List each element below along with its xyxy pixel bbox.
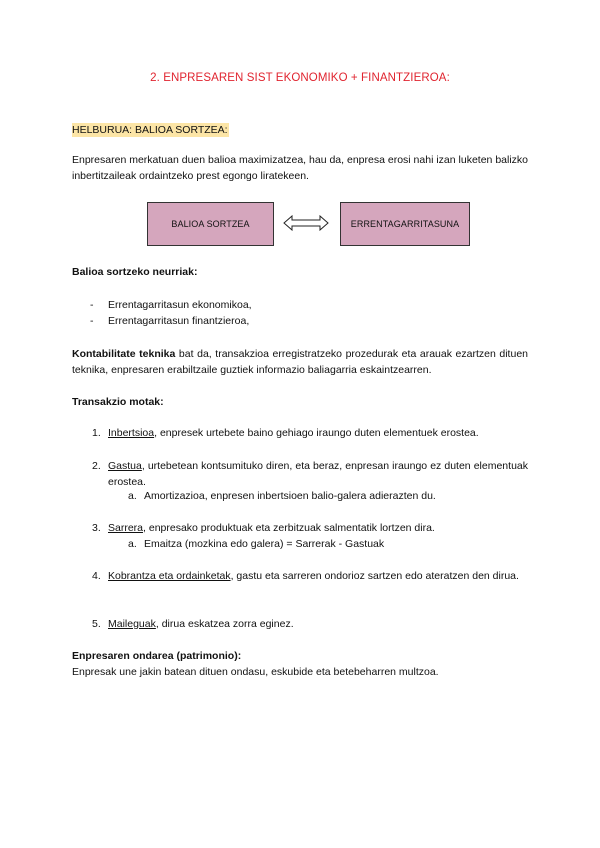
transaction-item (108, 458, 528, 490)
list-number: 5. (92, 618, 101, 630)
transaction-text: , gastu eta sarreren ondorioz sartzen edo ateratzen den dirua. (230, 570, 519, 582)
sub-letter: a. (128, 490, 137, 502)
list-number: 4. (92, 570, 101, 582)
intro-paragraph: Enpresaren merkatuan duen balioa maximizatzea, hau da, enpresa erosi nahi izan luketen balizko inbertitzaileak ordaintzeko prest egongo liratekeen. (72, 154, 528, 182)
transactions-heading: Transakzio motak: (72, 396, 164, 408)
accounting-term: Kontabilitate teknika (72, 348, 176, 360)
value-creation-box (147, 202, 274, 246)
measure-item: Errentagarritasun ekonomikoa, (108, 299, 252, 311)
goal-heading: HELBURUA: BALIOA SORTZEA: (72, 124, 228, 136)
sub-item: Amortizazioa, enpresen inbertsioen balio-galera adierazten du. (144, 490, 436, 502)
profitability-label: ERRENTAGARRITASUNA (350, 219, 460, 229)
transaction-text: , dirua eskatzea zorra eginez. (155, 618, 294, 630)
transaction-item (108, 425, 528, 441)
sub-item: Emaitza (mozkina edo galera) = Sarrerak - Gastuak (144, 538, 385, 550)
sub-letter: a. (128, 538, 137, 550)
transaction-term: Kobrantza eta ordainketak (108, 570, 231, 582)
transaction-text: , enpresako produktuak eta zerbitzuak salmentatik lortzen dira. (143, 522, 435, 534)
measure-item: Errentagarritasun finantzieroa, (108, 315, 250, 327)
transaction-term: Maileguak (108, 618, 156, 630)
transaction-text: , enpresek urtebete baino gehiago iraungo duten elementuek erostea. (154, 427, 479, 439)
transaction-term: Gastua (108, 460, 142, 472)
accounting-paragraph (72, 346, 528, 378)
transaction-item (108, 616, 528, 632)
accounting-text: bat da, transakzioa erregistratzeko prozedurak eta arauak ezartzen dituen teknika, enpresaren erabiltzaile guztiek informazio baliagarria eskaintzearren. (72, 348, 528, 376)
bullet-dash: - (90, 299, 94, 311)
transaction-item (108, 520, 528, 536)
measures-heading: Balioa sortzeko neurriak: (72, 266, 198, 278)
transaction-text: , urtebetean kontsumituko diren, eta beraz, enpresan iraungo ez duten elementuak erostea. (108, 460, 528, 488)
value-creation-label: BALIOA SORTZEA (171, 219, 250, 229)
transaction-term: Inbertsioa (108, 427, 155, 439)
profitability-box (340, 202, 470, 246)
transaction-term: Sarrera (108, 522, 144, 534)
patrimony-heading: Enpresaren ondarea (patrimonio): (72, 650, 242, 662)
transaction-item (108, 568, 528, 584)
patrimony-text: Enpresak une jakin batean dituen ondasu, eskubide eta betebeharren multzoa. (72, 666, 439, 678)
list-number: 3. (92, 522, 101, 534)
page-title: 2. ENPRESAREN SIST EKONOMIKO + FINANTZIEROA: (150, 72, 450, 84)
list-number: 1. (92, 427, 101, 439)
list-number: 2. (92, 460, 101, 472)
bullet-dash: - (90, 315, 94, 327)
double-arrow-icon (283, 215, 329, 231)
